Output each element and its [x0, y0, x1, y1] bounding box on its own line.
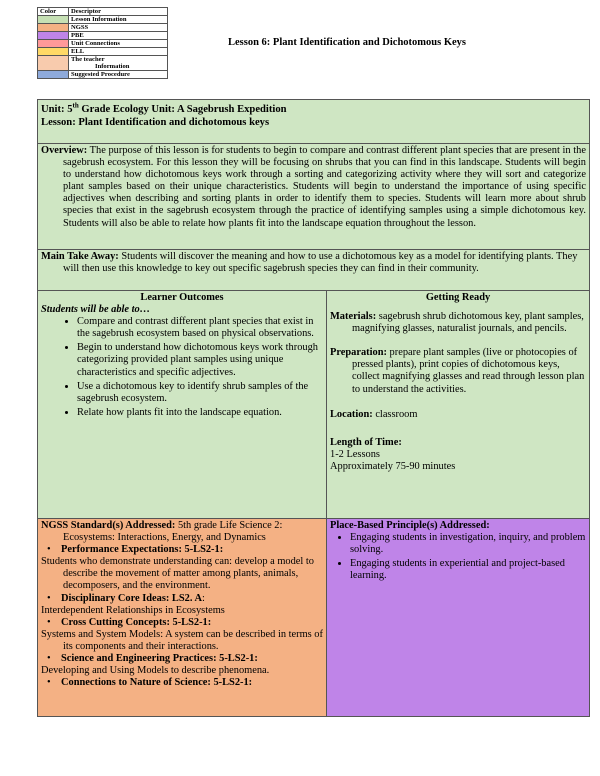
- learner-outcome-item: • Relate how plants fit into the landscape equation.: [77, 407, 323, 419]
- preparation-label: Preparation:: [330, 347, 387, 359]
- place-based-item: • Engaging students in investigation, inquiry, and problem solving.: [350, 532, 586, 556]
- legend-label: NGSS: [69, 24, 168, 32]
- legend-swatch: [38, 40, 69, 48]
- learner-outcomes-intro: Students will be able to…: [41, 304, 151, 316]
- legend-label: Suggested Procedure: [69, 71, 168, 79]
- legend-swatch: [38, 56, 69, 71]
- unit-line: [41, 103, 586, 116]
- color-legend: [37, 7, 168, 79]
- legend-label: PBE: [69, 32, 168, 40]
- legend-swatch: [38, 48, 69, 56]
- learner-outcomes-heading: Learner Outcomes: [140, 292, 224, 303]
- legend-label: The teacher: [69, 56, 168, 64]
- nature-of-science-heading: • Connections to Nature of Science: 5-LS2-1:: [41, 677, 323, 689]
- place-based-principles-box: [326, 518, 590, 717]
- getting-ready-box: [326, 290, 590, 519]
- learner-outcome-item: • Begin to understand how dichotomous keys work through categorizing provided plant samples using unique characteristics and specific adjectives.: [77, 342, 323, 378]
- ngss-label: NGSS Standard(s) Addressed:: [41, 520, 176, 531]
- performance-expectations-text: Students who demonstrate understanding can: develop a model to describe the movement of matter among plants, animals, decomposers, and the environment.: [41, 556, 314, 592]
- main-takeaway-box: [37, 249, 590, 291]
- place-based-item: • Engaging students in experiential and project-based learning.: [350, 558, 586, 582]
- legend-header-descriptor: Descriptor: [69, 8, 168, 16]
- materials-paragraph: [330, 311, 586, 335]
- legend-label-continued: Information: [69, 63, 168, 71]
- lesson-title: Lesson 6: Plant Identification and Dichotomous Keys: [228, 37, 467, 48]
- legend-row: [38, 71, 168, 79]
- takeaway-label: Main Take Away:: [41, 251, 119, 262]
- learner-outcomes-list: [41, 316, 323, 419]
- legend-row: [38, 16, 168, 24]
- legend-header-color: Color: [38, 8, 69, 16]
- place-based-list: [330, 532, 586, 582]
- preparation-paragraph: [330, 347, 586, 395]
- legend-swatch: [38, 24, 69, 32]
- overview-text: The purpose of this lesson is for students to begin to compare and contrast different plant species that are present in the sagebrush ecosystem. For this lesson they will be focusing on shrubs that you can find in this landscape. Students will begin to understand how dichotomous keys work through a sorting and categorizing activity where they will sort and categorize plant samples based on their unique characteristics. Students will begin to understand the importance of using specific adjectives when describing and sorting plants in order to identify them to species. Students will learn more about shrub species that exist in the sagebrush ecosystem through the practice of identifying samples using a simple dichotomous key. Students will also be able to relate how plants fit into the landscape equation throughout the lesson.: [63, 145, 586, 229]
- ngss-standards-box: [37, 518, 327, 717]
- learner-outcomes-box: [37, 290, 327, 519]
- core-ideas-text: Interdependent Relationships in Ecosystems: [41, 604, 225, 616]
- learner-outcome-item: • Compare and contrast different plant species that exist in the sagebrush ecosystem based on physical observations.: [77, 316, 323, 340]
- location-text: classroom: [372, 408, 418, 420]
- length-minutes: Approximately 75-90 minutes: [330, 460, 456, 472]
- materials-label: Materials:: [330, 311, 377, 323]
- core-ideas-heading: • Disciplinary Core Ideas: LS2. A:: [41, 593, 323, 605]
- place-based-heading: Place-Based Principle(s) Addressed:: [330, 520, 490, 531]
- learner-outcome-item: • Use a dichotomous key to identify shrub samples of the sagebrush ecosystem.: [77, 381, 323, 405]
- ngss-intro-text: 5th grade Life Science 2: Ecosystems: Interactions, Energy, and Dynamics: [63, 520, 283, 544]
- legend-row: [38, 40, 168, 48]
- practices-heading: • Science and Engineering Practices: 5-LS2-1:: [41, 653, 323, 665]
- overview-paragraph: [41, 145, 586, 230]
- legend-swatch: [38, 16, 69, 24]
- length-label: Length of Time:: [330, 436, 402, 448]
- cross-cutting-heading: • Cross Cutting Concepts: 5-LS2-1:: [41, 617, 323, 629]
- takeaway-text: Students will discover the meaning and how to use a dichotomous key as a model for identifying plants. They will then use this knowledge to key out specific sagebrush species they can find in their community.: [63, 251, 578, 275]
- overview-label: Overview:: [41, 145, 88, 156]
- unit-info-box: [37, 99, 590, 144]
- legend-swatch: [38, 71, 69, 79]
- cross-cutting-text: Systems and System Models: A system can be described in terms of its components and their interactions.: [41, 628, 323, 652]
- legend-row: [38, 24, 168, 32]
- length-lessons: 1-2 Lessons: [330, 448, 380, 460]
- length-heading: [330, 437, 586, 449]
- legend-row: [38, 32, 168, 40]
- preparation-text: prepare plant samples (live or photocopies of pressed plants), print copies of dichotomous keys, collect magnifying glasses and read through lesson plan to understand the activities.: [352, 347, 585, 395]
- legend-row: [38, 56, 168, 64]
- unit-label: Unit: 5: [41, 104, 73, 115]
- performance-expectations-heading: • Performance Expectations: 5-LS2-1:: [41, 544, 323, 556]
- takeaway-paragraph: [41, 251, 586, 275]
- legend-header-row: [38, 8, 168, 16]
- lesson-line: Lesson: Plant Identification and dichotomous keys: [41, 117, 270, 128]
- getting-ready-heading: Getting Ready: [425, 292, 491, 303]
- overview-box: [37, 143, 590, 250]
- legend-row: [38, 48, 168, 56]
- legend-swatch: [38, 32, 69, 40]
- unit-title: Grade Ecology Unit: A Sagebrush Expedition: [78, 104, 287, 115]
- legend-label: Lesson Information: [69, 16, 168, 24]
- ngss-intro: [41, 520, 323, 544]
- unit-grade-superscript: th: [72, 101, 79, 110]
- location-paragraph: [330, 409, 586, 421]
- practices-text: Developing and Using Models to describe phenomena.: [41, 665, 270, 677]
- location-label: Location:: [330, 408, 373, 420]
- materials-text: sagebrush shrub dichotomous key, plant samples, magnifying glasses, naturalist journals, and pencils.: [352, 311, 584, 335]
- legend-label: Unit Connections: [69, 40, 168, 48]
- legend-label: ELL: [69, 48, 168, 56]
